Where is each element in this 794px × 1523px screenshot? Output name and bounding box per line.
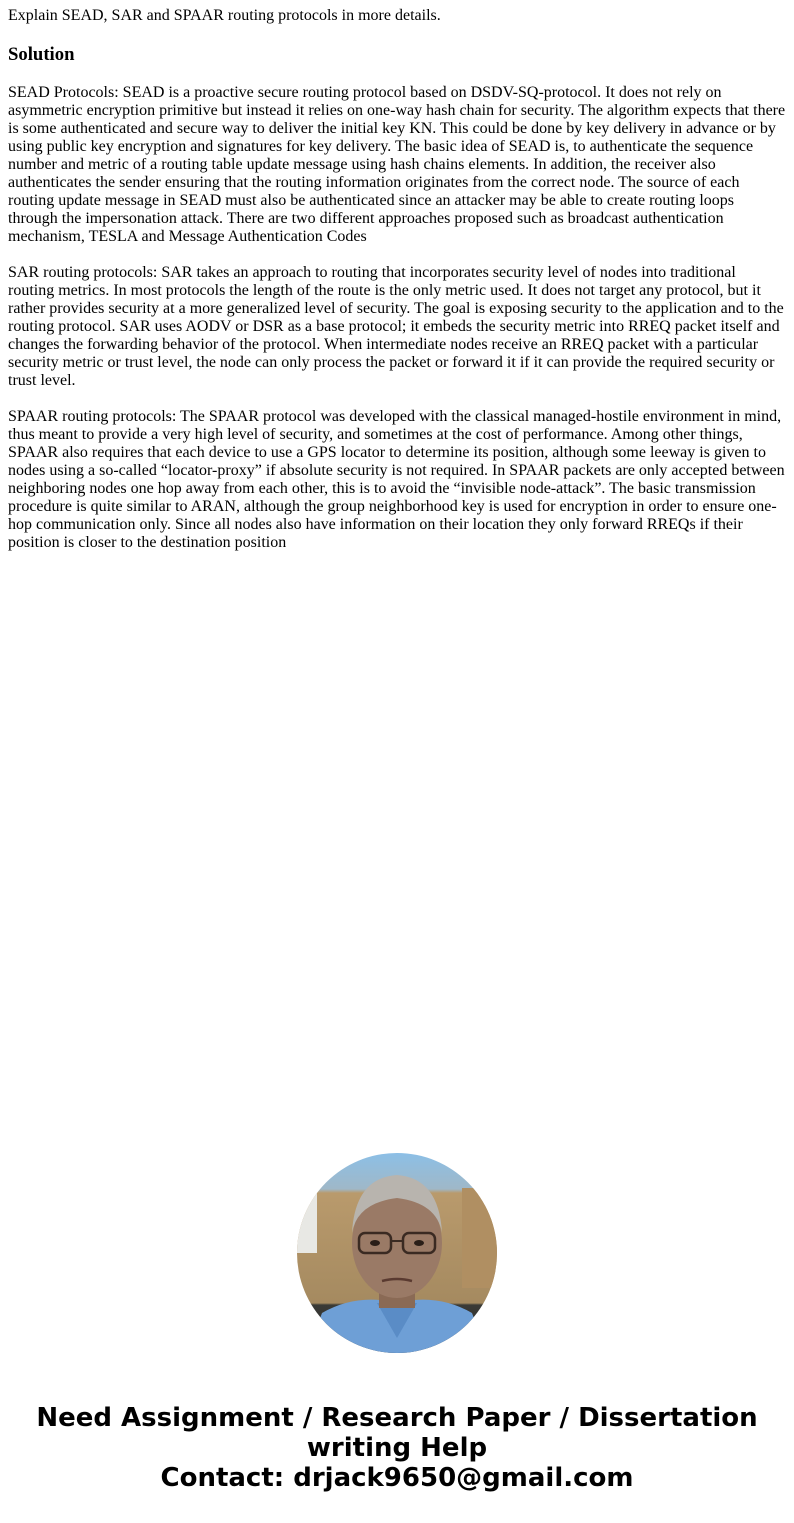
promo-line-1: Need Assignment / Research Paper / Dissertation bbox=[36, 1403, 758, 1433]
question-text: Explain SEAD, SAR and SPAAR routing protocols in more details. bbox=[8, 7, 441, 24]
paragraph-spaar: SPAAR routing protocols: The SPAAR protocol was developed with the classical managed-hostile environment in mind, thus meant to provide a very high level of security, and sometimes at the cost of performance. Among other things, SPAAR also requires that each device to use a GPS locator to determine its position, although some leeway is given to nodes using a so-called “locator-proxy” if absolute security is not required. In SPAAR packets are only accepted between neighboring nodes one hop away from each other, this is to avoid the “invisible node-attack”. The basic transmission procedure is quite similar to ARAN, although the group neighborhood key is used for encryption in order to ensure one-hop communication only. Since all nodes also have information on their location they only forward RREQs if their position is closer to the destination position bbox=[8, 408, 785, 551]
promo-line-2: writing Help bbox=[306, 1433, 488, 1463]
promo-contact: Contact: drjack9650@gmail.com bbox=[160, 1463, 634, 1493]
avatar bbox=[297, 1153, 497, 1353]
person-photo-icon bbox=[297, 1153, 497, 1353]
promo-banner bbox=[0, 1403, 794, 1493]
solution-heading: Solution bbox=[8, 44, 75, 65]
paragraph-sar: SAR routing protocols: SAR takes an approach to routing that incorporates security level of nodes into traditional routing metrics. In most protocols the length of the route is the only metric used. It does not target any protocol, but it rather provides security at a more generalized level of security. The goal is exposing security to the application and to the routing protocol. SAR uses AODV or DSR as a base protocol; it embeds the security metric into RREQ packet itself and changes the forwarding behavior of the protocol. When intermediate nodes receive an RREQ packet with a particular security metric or trust level, the node can only process the packet or forward it if it can provide the required security or trust level. bbox=[8, 264, 784, 389]
paragraph-sead: SEAD Protocols: SEAD is a proactive secure routing protocol based on DSDV-SQ-protocol. It does not rely on asymmetric encryption primitive but instead it relies on one-way hash chain for security. The algorithm expects that there is some authenticated and secure way to deliver the initial key KN. This could be done by key delivery in advance or by using public key encryption and signatures for key delivery. The basic idea of SEAD is, to authenticate the sequence number and metric of a routing table update message using hash chains elements. In addition, the receiver also authenticates the sender ensuring that the routing information originates from the correct node. The source of each routing update message in SEAD must also be authenticated since an attacker may be able to create routing loops through the impersonation attack. There are two different approaches proposed such as broadcast authentication mechanism, TESLA and Message Authentication Codes bbox=[8, 84, 786, 245]
document-body bbox=[8, 0, 786, 552]
